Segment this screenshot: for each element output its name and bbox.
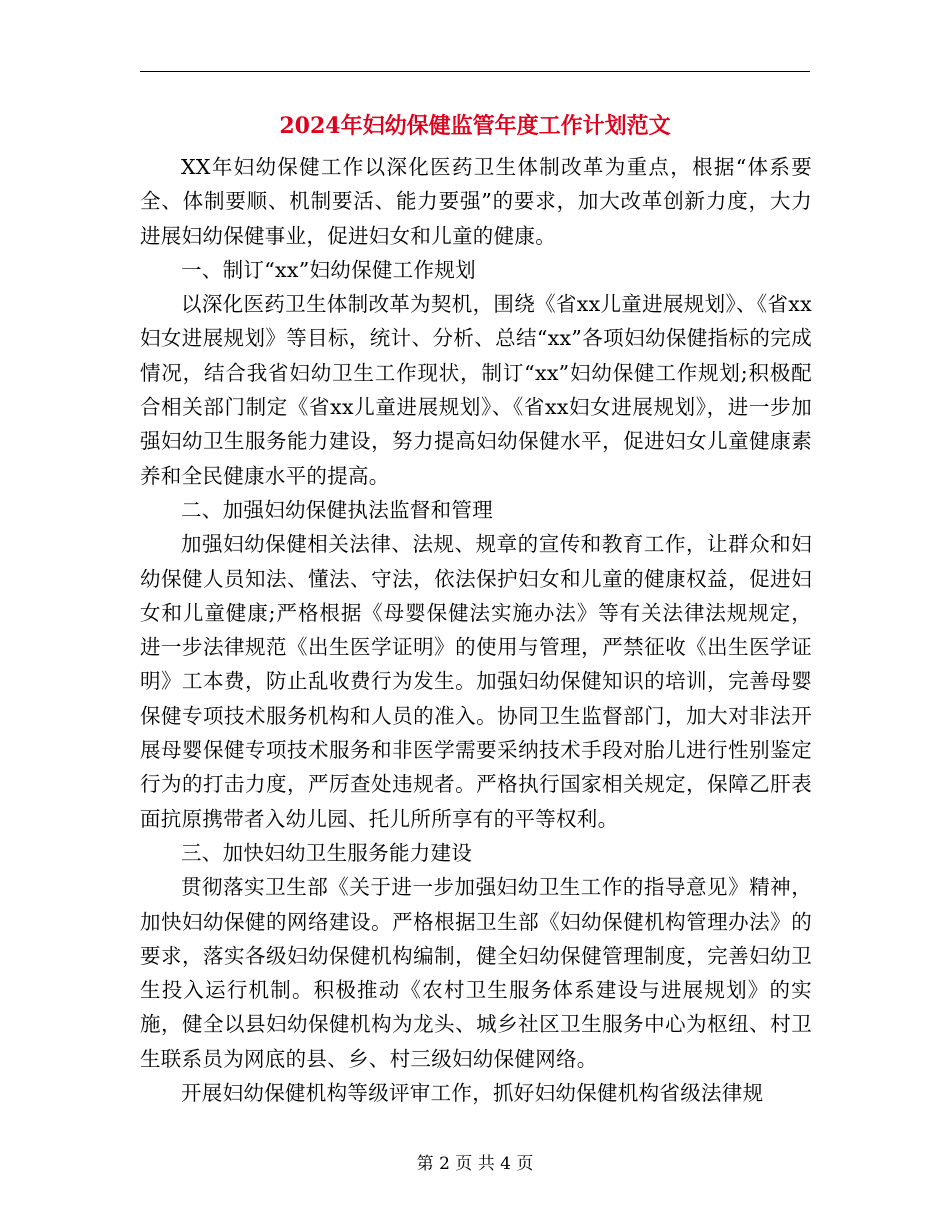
section-heading-3: 三、加快妇幼卫生服务能力建设 [181, 840, 473, 865]
paragraph-section-1: 以深化医药卫生体制改革为契机，围绕《省xx儿童进展规划》、《省xx妇女进展规划》等目标，统计、分析、总结“xx”各项妇幼保健指标的完成情况，结合我省妇幼卫生工作现状，制订“xx”妇幼保健工作规划;积极配合相关部门制定《省xx儿童进展规划》、《省xx妇女进展规划》，进一步加强妇幼卫生服务能力建设，努力提高妇幼保健水平，促进妇女儿童健康素养和全民健康水平的提高。 [140, 292, 812, 488]
section-heading-2: 二、加强妇幼保健执法监督和管理 [181, 497, 493, 522]
document-title: 2024年妇幼保健监管年度工作计划范文 [279, 113, 671, 139]
header-rule [140, 71, 810, 72]
paragraph-intro: XX年妇幼保健工作以深化医药卫生体制改革为重点，根据“体系要全、体制要顺、机制要活、能力要强”的要求，加大改革创新力度，大力进展妇幼保健事业，促进妇女和儿童的健康。 [140, 155, 812, 248]
paragraph-section-2: 加强妇幼保健相关法律、法规、规章的宣传和教育工作，让群众和妇幼保健人员知法、懂法、守法，依法保护妇女和儿童的健康权益，促进妇女和儿童健康;严格根据《母婴保健法实施办法》等有关法律法规规定，进一步法律规范《出生医学证明》的使用与管理，严禁征收《出生医学证明》工本费，防止乱收费行为发生。加强妇幼保健知识的培训，完善母婴保健专项技术服务机构和人员的准入。协同卫生监督部门，加大对非法开展母婴保健专项技术服务和非医学需要采纳技术手段对胎儿进行性别鉴定行为的打击力度，严厉查处违规者。严格执行国家相关规定，保障乙肝表面抗原携带者入幼儿园、托儿所所享有的平等权利。 [140, 532, 812, 831]
document-body [140, 150, 812, 1110]
section-heading-1: 一、制订“xx”妇幼保健工作规划 [181, 257, 476, 282]
page-footer: 第 2 页 共 4 页 [416, 1154, 534, 1174]
paragraph-section-3-cont: 开展妇幼保健机构等级评审工作，抓好妇幼保健机构省级法律规 [181, 1081, 764, 1106]
paragraph-section-3: 贯彻落实卫生部《关于进一步加强妇幼卫生工作的指导意见》精神，加快妇幼保健的网络建设。严格根据卫生部《妇幼保健机构管理办法》的要求，落实各级妇幼保健机构编制，健全妇幼保健管理制度，完善妇幼卫生投入运行机制。积极推动《农村卫生服务体系建设与进展规划》的实施，健全以县妇幼保健机构为龙头、城乡社区卫生服务中心为枢纽、村卫生联系员为网底的县、乡、村三级妇幼保健网络。 [140, 875, 812, 1071]
